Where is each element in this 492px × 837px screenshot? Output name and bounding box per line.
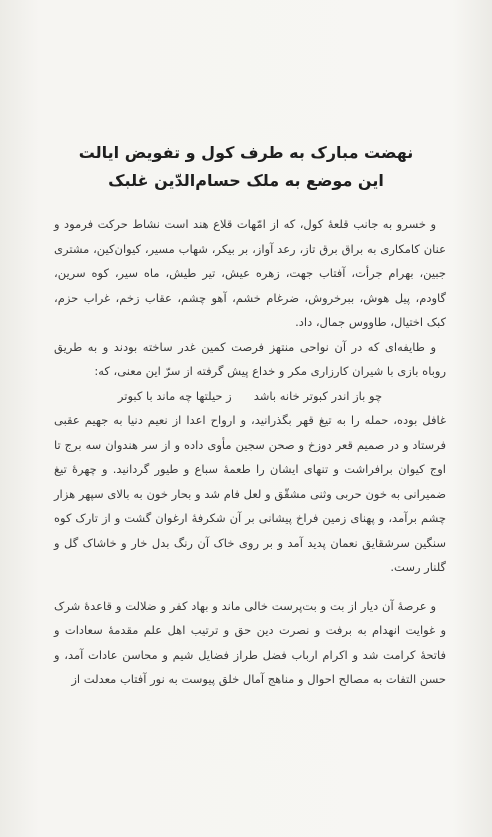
- paragraph: و خسرو به جانب قلعهٔ کول، که از امّهات قلاع هند است نشاط حرکت فرمود و عنان کامکاری به براق برق تاز، رعد آواز، بر بیکر، شهاب مسیر، کیوان‌کین، مشتری جبین، بهرام جرأت، آفتاب جهت، زهره عیش، تیر طیش، ماه سیر، کوه سرین، گاودم، پیل هوش، ببرخروش، ضرغام خشم، آهو چشم، عقاب زخم، غراب حزم، کبک اختیال، طاووس جمال، داد.: [54, 217, 446, 329]
- paragraph: غافل بوده، حمله را به تیغ قهر بگذرانید، و ارواح اعدا از نعیم دنیا به جهیم عقبی فرستاد و در صمیم قعر دوزخ و صحن سجین مأوی داده و از سر هندوان سه برج تا اوج کیوان برافراشت و تنهای ایشان را طعمهٔ سباع و طیور گردانید. و چهرهٔ تیغ ضمیرانی به خون حربی وثنی مشقّق و لعل فام شد و بحار خون به بالای سپهر هزار چشم برآمد، و پهنای زمین فراخ پیشانی بر آن شکرفهٔ ارغوان گشت و از تارک کوه سنگین سرشقایق نعمان پدید آمد و بر روی خاک آن رنگ بدل خار و خاشاک گل و گلنار رست.: [54, 413, 446, 574]
- chapter-heading: [40, 140, 452, 194]
- verse-couplet: [68, 384, 432, 409]
- body-text: [54, 212, 446, 692]
- verse-hemistich-left: ز حیلتها چه ماند با کبوتر: [117, 388, 232, 403]
- paragraph: و عرصهٔ آن دیار از بت و بت‌پرست خالی ماند و بهاد کفر و ضلالت و قاعدهٔ شرک و غوایت انهدام به برفت و نصرت دین حق و ترتیب اهل علم مقدمهٔ سعادات و فاتحهٔ کرامت شد و اکرام ارباب فضل طراز فضایل شیم و محاسن عادات آمد، و حسن التفات به مصالح احوال و مناهج آمال خلق پیوست به نور آفتاب معدلت از: [54, 598, 446, 686]
- paragraph: و طایفه‌ای که در آن نواحی منتهز فرصت کمین غدر ساخته بودند و به طریق روباه بازی با شیران کارزاری مکر و خداع پیش گرفته از سرّ این معنی، که:: [54, 339, 446, 378]
- heading-line-2: این موضع به ملک حسام‌الدّین غلبک: [108, 171, 384, 190]
- heading-line-1: نهضت مبارک به طرف کول و تفویض ایالت: [78, 143, 414, 162]
- paragraph-gap: [54, 580, 446, 594]
- verse-hemistich-right: چو باز اندر کبوتر خانه باشد: [253, 388, 383, 403]
